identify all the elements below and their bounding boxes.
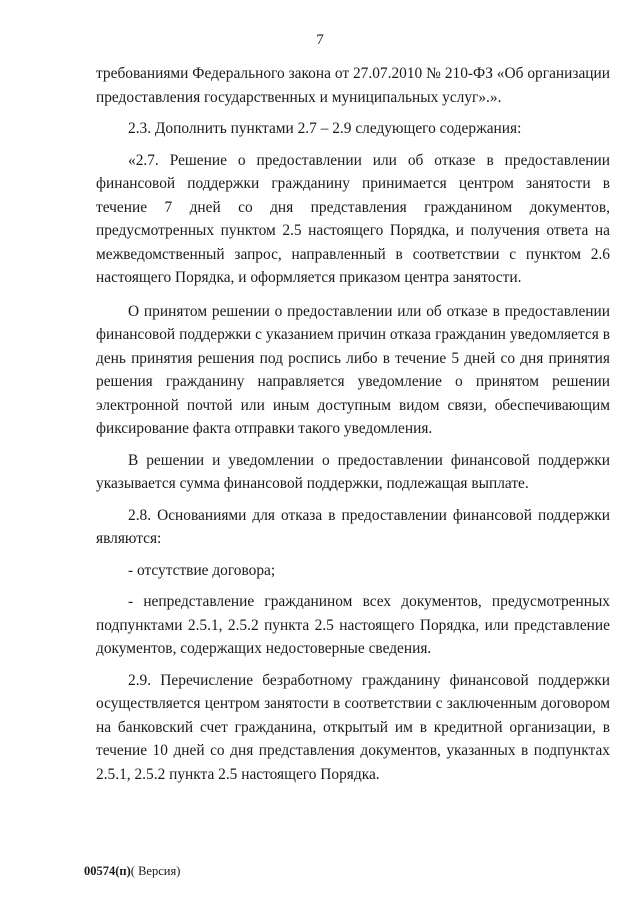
version-label: ( Версия): [130, 864, 181, 878]
paragraph-support-amount: В решении и уведомлении о предоставлении финансовой поддержки указывается сумма финансовой поддержки, подлежащая выплате.: [96, 451, 610, 492]
paragraph-2-9: 2.9. Перечисление безработному гражданину финансовой поддержки осуществляется центром занятости в соответствии с заключенным договором на банковский счет гражданина, открытый им в кредитной организации, в течение 10 дней со дня представления документов, указанных в подпунктах 2.5.1, 2.5.2 пункта 2.5 настоящего Порядка.: [96, 671, 610, 783]
list-item-missing-documents: - непредставление гражданином всех документов, предусмотренных подпунктами 2.5.1, 2.5.2 пункта 2.5 настоящего Порядка, или представление документов, содержащих недостоверные сведения.: [96, 593, 610, 657]
footer: [84, 864, 180, 879]
document-code: 00574(п): [84, 864, 131, 878]
list-item-no-contract: - отсутствие договора;: [128, 561, 276, 579]
paragraph-2-7: «2.7. Решение о предоставлении или об отказе в предоставлении финансовой поддержки гражданину принимается центром занятости в течение 7 дней со дня представления гражданином документов, предусмотренных пунктом 2.5 настоящего Порядка, и получения ответа на межведомственный запрос, направленный в соответствии с пунктом 2.6 настоящего Порядка, и оформляется приказом центра занятости.: [96, 151, 610, 286]
paragraph-continuation: требованиями Федерального закона от 27.07.2010 № 210-ФЗ «Об организации предоставления государственных и муниципальных услуг».».: [96, 65, 610, 106]
paragraph-2-3: 2.3. Дополнить пунктами 2.7 – 2.9 следующего содержания:: [128, 120, 522, 137]
document-body: [96, 62, 610, 786]
page-number: 7: [316, 32, 324, 48]
paragraph-decision-notice: О принятом решении о предоставлении или об отказе в предоставлении финансовой поддержки с указанием причин отказа гражданин уведомляется в день принятия решения под роспись либо в течение 5 дней со дня принятия решения гражданину направляется уведомление о принятом решении электронной почтой или иным доступным видом связи, обеспечивающим фиксирование факта отправки такого уведомления.: [96, 302, 610, 437]
paragraph-2-8: 2.8. Основаниями для отказа в предоставлении финансовой поддержки являются:: [96, 506, 610, 547]
